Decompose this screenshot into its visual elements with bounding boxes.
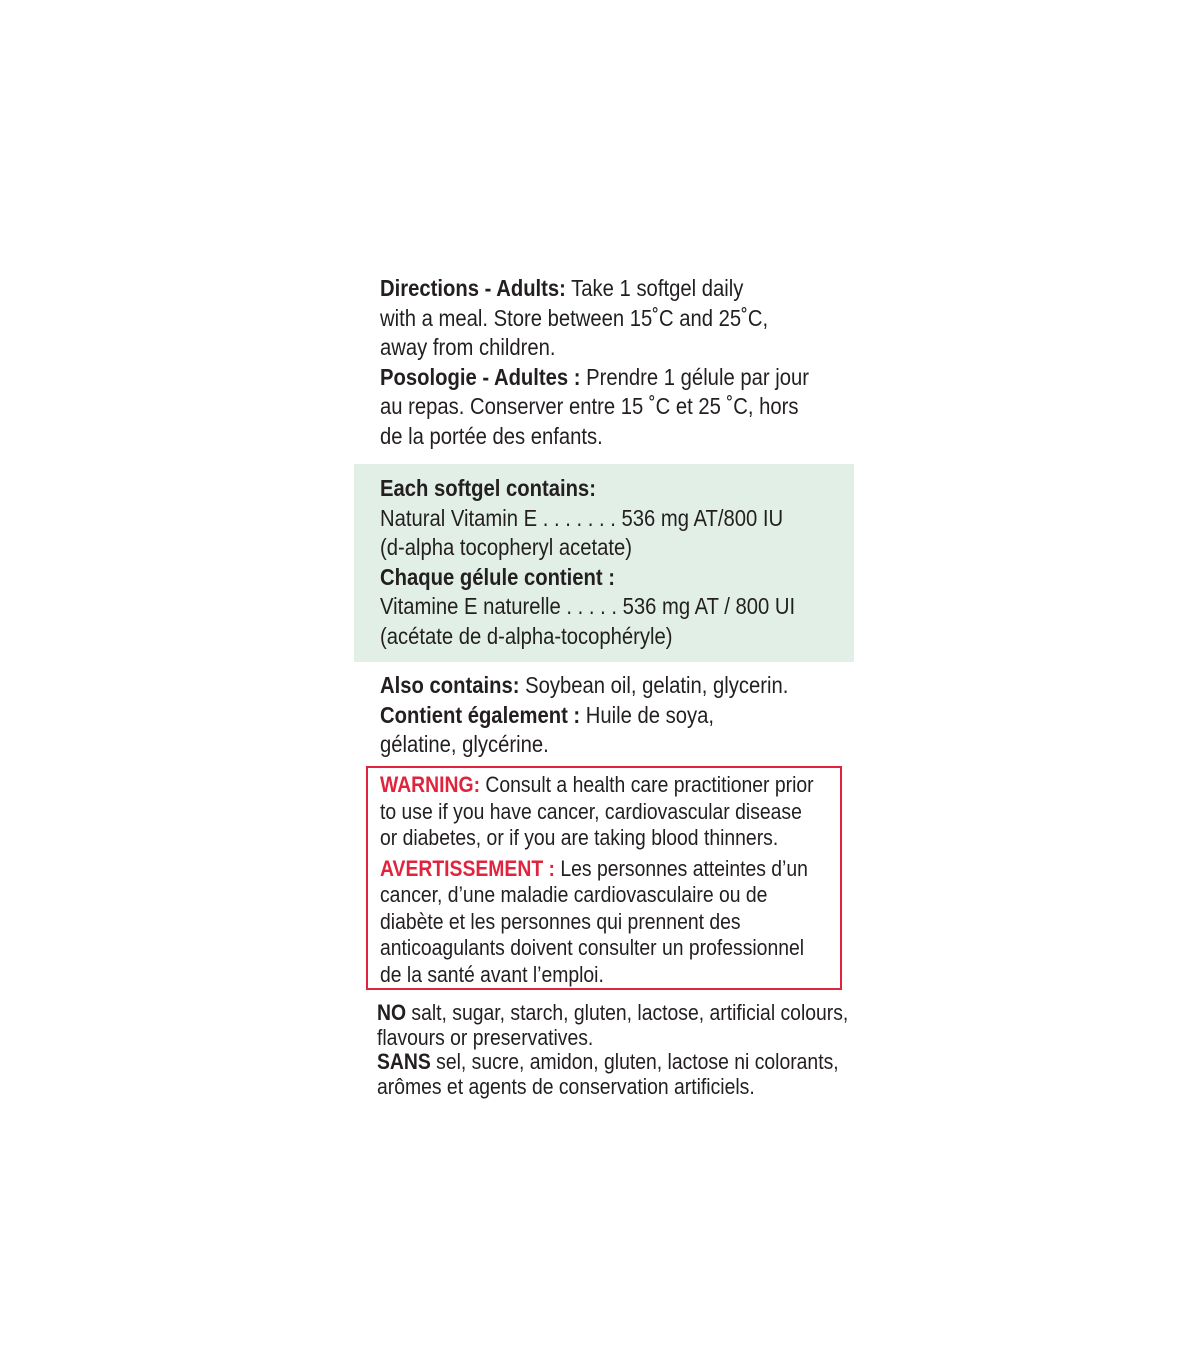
free-from-fr-line-1 xyxy=(377,1050,848,1075)
directions-en-line-1 xyxy=(380,274,809,304)
ingredients-fr-item-note: (acétate de d-alpha-tocophéryle) xyxy=(380,622,673,649)
free-from-en-line-1 xyxy=(377,1001,848,1026)
warning-fr-text-1: Les personnes atteintes d’un xyxy=(554,855,808,881)
directions-en-line-3: away from children. xyxy=(380,334,556,360)
directions-fr-line-1 xyxy=(380,363,809,393)
free-from-fr-text-1: sel, sucre, amidon, gluten, lactose ni colorants, xyxy=(430,1049,839,1074)
also-contains-section xyxy=(380,671,844,760)
warning-en-text-1: Consult a health care practitioner prior xyxy=(480,772,814,797)
also-contains-en-label: Also contains: xyxy=(380,672,520,698)
warning-en-label: WARNING: xyxy=(380,772,481,797)
ingredients-fr-item: Vitamine E naturelle . . . . . 536 mg AT / 800 UI xyxy=(380,593,796,619)
warning-fr-line-4: anticoagulants doivent consulter un professionnel xyxy=(380,935,805,960)
ingredients-en-heading: Each softgel contains: xyxy=(380,475,596,501)
free-from-en-line-2: flavours or preservatives. xyxy=(377,1024,594,1050)
directions-en-text-1: Take 1 softgel daily xyxy=(565,275,744,301)
also-contains-en-text: Soybean oil, gelatin, glycerin. xyxy=(519,672,789,698)
directions-section xyxy=(380,274,867,451)
ingredients-panel xyxy=(354,464,854,662)
free-from-en-label: NO xyxy=(377,1000,407,1025)
directions-fr-line-3: de la portée des enfants. xyxy=(380,422,603,449)
warning-en-line-3: or diabetes, or if you are taking blood thinners. xyxy=(380,825,779,850)
warning-fr-line-5: de la santé avant l’emploi. xyxy=(380,961,604,987)
ingredients-fr-heading: Chaque gélule contient : xyxy=(380,563,616,590)
also-contains-fr-text-1: Huile de soya, xyxy=(580,701,715,728)
directions-en-line-2: with a meal. Store between 15˚C and 25˚C, xyxy=(380,304,769,331)
warning-en-line-2: to use if you have cancer, cardiovascular disease xyxy=(380,798,802,824)
directions-en-label: Directions - Adults: xyxy=(380,275,566,301)
also-contains-fr-line-1 xyxy=(380,701,788,731)
directions-fr-line-2: au repas. Conserver entre 15 ˚C et 25 ˚C, hors xyxy=(380,393,799,419)
free-from-section xyxy=(377,1001,913,1099)
ingredients-en-item: Natural Vitamin E . . . . . . . 536 mg AT/800 IU xyxy=(380,504,784,531)
free-from-fr-line-2: arômes et agents de conservation artificiels. xyxy=(377,1073,755,1099)
also-contains-fr-line-2: gélatine, glycérine. xyxy=(380,731,549,757)
free-from-en-text-1: salt, sugar, starch, gluten, lactose, artificial colours, xyxy=(406,1000,849,1025)
warning-fr-line-2: cancer, d’une maladie cardiovasculaire ou de xyxy=(380,882,768,907)
warning-fr-line-1 xyxy=(380,856,814,883)
also-contains-fr-label: Contient également : xyxy=(380,701,581,728)
also-contains-en-line xyxy=(380,671,788,701)
warning-box xyxy=(366,766,842,990)
warning-fr-line-3: diabète et les personnes qui prennent des xyxy=(380,908,741,934)
warning-fr-label: AVERTISSEMENT : xyxy=(380,855,555,881)
directions-fr-text-1: Prendre 1 gélule par jour xyxy=(580,363,809,390)
warning-en-line-1 xyxy=(380,772,814,799)
ingredients-en-item-note: (d-alpha tocopheryl acetate) xyxy=(380,534,633,560)
directions-fr-label: Posologie - Adultes : xyxy=(380,363,581,390)
free-from-fr-label: SANS xyxy=(377,1049,431,1074)
